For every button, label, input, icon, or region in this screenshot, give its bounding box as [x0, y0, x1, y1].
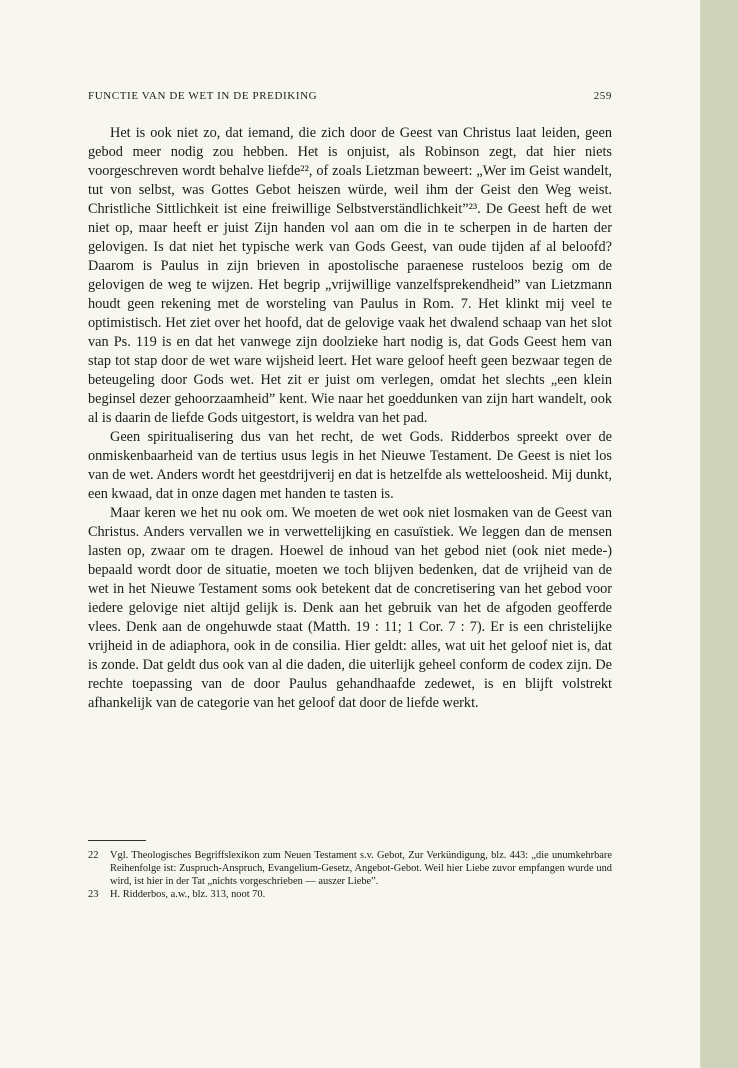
- paragraph: Het is ook niet zo, dat iemand, die zich door de Geest van Christus laat leiden, geen gebod meer nodig zou hebben. Het is onjuist, als Robinson zegt, dat hier niets voorgeschreven wordt behalve liefde²², of zoals Lietzman beweert: „Wer im Geist wandelt, tut von selbst, was Gottes Gebot heiszen würde, weil ihm der Geist den Weg weist. Christliche Sittlichkeit ist eine freiwillige Selbstverständlichkeit”²³. De Geest heft de wet niet op, maar heeft er juist Zijn handen vol aan om die in te scherpen in de harten der gelovigen. Is dat niet het typische werk van Gods Geest, van oude tijden af al beloofd? Daarom is Paulus in zijn brieven in apostolische paraenese rusteloos bezig om de gelovigen de weg te wijzen. Het begrip „vrijwillige vanzelfsprekendheid” van Lietzmann houdt geen rekening met de worsteling van Paulus in Rom. 7. Het klinkt mij veel te optimistisch. Het ziet over het hoofd, dat de gelovige vaak het dwalend schaap van het slot van Ps. 119 is en dat het vanwege zijn doolzieke hart nodig is, dat Gods Geest hem van stap tot stap door de wet ware wijsheid leert. Het ware geloof heeft geen bezwaar tegen de beteugeling door Gods wet. Het zit er juist om verlegen, omdat het slechts „een klein beginsel dezer gehoorzaamheid” kent. Wie naar het goeddunken van zijn hart wandelt, ook al is daarin de liefde Gods uitgestort, is weldra van het pad.: [88, 125, 612, 426]
- footnote-number: 22: [88, 850, 99, 861]
- footnote-text: Vgl. Theologisches Begriffslexikon zum Neuen Testament s.v. Gebot, Zur Verkündigung, blz. 443: „die unumkehrbare Reihenfolge ist: Zuspruch-Anspruch, Evangelium-Gesetz, Angebot-Gebot. Weil hier Liebe zuvor empfangen wurde und wird, ist hier in der Tat „nichts vorgeschrieben — auszer Liebe”.: [110, 850, 612, 887]
- page-number: 259: [593, 90, 612, 102]
- paragraph: Geen spiritualisering dus van het recht, de wet Gods. Ridderbos spreekt over de onmiskenbaarheid van de tertius usus legis in het Nieuwe Testament. De Geest is niet los van de wet. Anders wordt het geestdrijverij en dat is hetzelfde als wetteloosheid. Mij dunkt, een kwaad, dat in onze dagen met handen te tasten is.: [88, 429, 612, 502]
- footnote: [88, 888, 612, 901]
- running-title: FUNCTIE VAN DE WET IN DE PREDIKING: [88, 90, 318, 102]
- footnote: [88, 849, 612, 888]
- running-header: [88, 90, 612, 102]
- body-text: [88, 124, 612, 713]
- footnote-text: H. Ridderbos, a.w., blz. 313, noot 70.: [110, 889, 266, 900]
- footnote-rule: [88, 840, 146, 841]
- footnote-number: 23: [88, 889, 99, 900]
- paragraph: Maar keren we het nu ook om. We moeten de wet ook niet losmaken van de Geest van Christus. Anders vervallen we in verwettelijking en casuïstiek. We leggen dan de mensen lasten op, zwaar om te dragen. Hoewel de inhoud van het gebod niet (ook niet mede-) bepaald wordt door de situatie, moeten we toch blijven bedenken, dat de vrijheid van de wet in het Nieuwe Testament soms ook betekent dat de concretisering van het gebod voor iedere gelovige niet altijd gelijk is. Denk aan het gebruik van het de afgoden geofferde vlees. Denk aan de ongehuwde staat (Matth. 19 : 11; 1 Cor. 7 : 7). Er is een christelijke vrijheid in de adiaphora, ook in de consilia. Hier geldt: alles, wat uit het geloof niet is, dat is zonde. Dat geldt dus ook van al die daden, die uiterlijk geheel conform de codex zijn. De rechte toepassing van de door Paulus gehandhaafde zedewet, is en blijft volstrekt afhankelijk van de categorie van het geloof dat door de liefde werkt.: [88, 505, 612, 711]
- footnotes: [88, 849, 612, 901]
